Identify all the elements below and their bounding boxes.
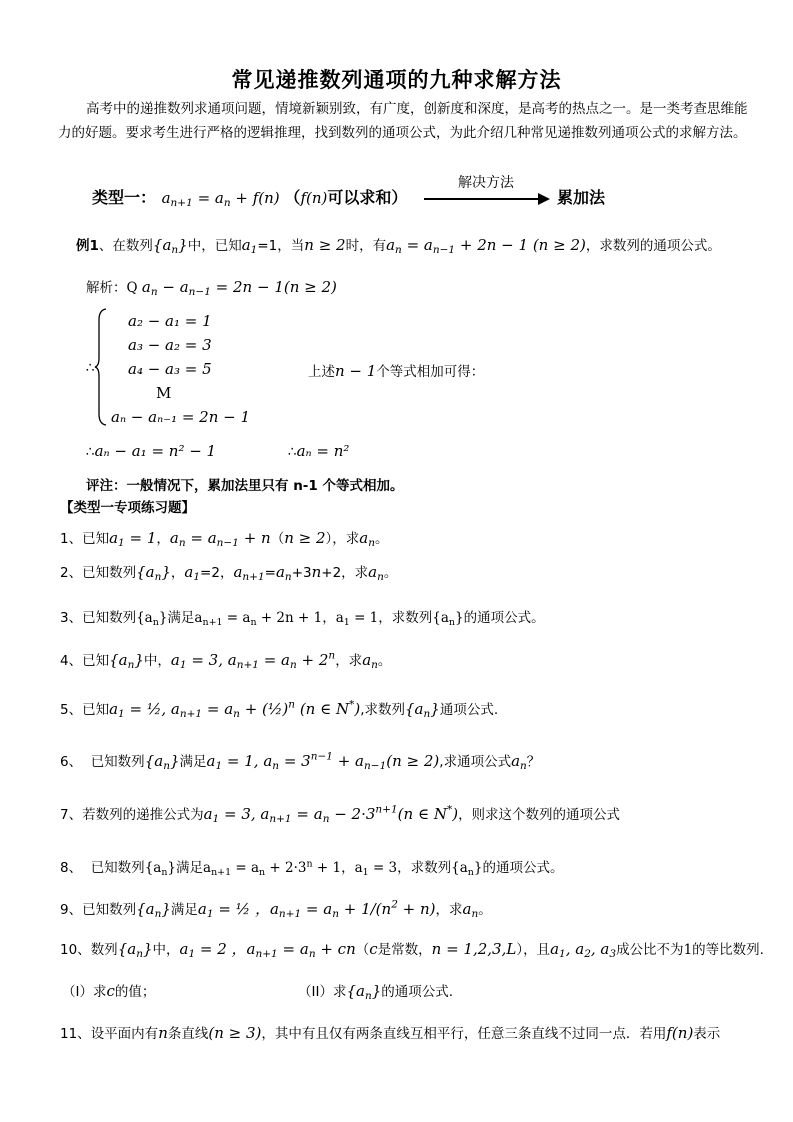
problem-5: 5、已知$a_1$ = ½, $a_{n+1} = a_n$ + (½)$^n$ (n ∈ N*),求数列$\{a_n\}$通项公式. — [60, 698, 499, 721]
problem-7: 7、若数列的递推公式为$a_1 = 3$, $a_{n+1} = a_n - 2\cdot 3^{n+1}(n$ ∈ N*)，则求这个数列的通项公式 — [60, 803, 621, 826]
problem-8: 8、 已知数列$\{a_n\}$满足$a_{n+1} = a_n + 2\cdot 3^n + 1$，$a_1 = 3$，求数列$\{a_n\}$的通项公式。 — [60, 858, 564, 878]
problem-2: 2、已知数列$\{a_n\}$，$a_1=2$，$a_{n+1}=a_n+3n+2$，求$a_n$。 — [60, 563, 398, 584]
eq-row-ellipsis: M — [156, 384, 172, 402]
arrow-label: 解决方法 — [458, 175, 514, 191]
page-title: 常见递推数列通项的九种求解方法 — [231, 68, 562, 92]
problem-9: 9、已知数列$\{a_n\}$满足$a_1$ = ½ ，$a_{n+1} = a_n + 1/(n^2 + n)$，求$a_n$。 — [60, 898, 492, 921]
problem-3: 3、已知数列$\{a_n\}$满足$a_{n+1} = a_n + 2n + 1$，$a_1 = 1$，求数列$\{a_n\}$的通项公式。 — [60, 610, 545, 628]
solution-first-line: 解析：Q $a_n - a_{n-1} = 2n - 1(n \ge 2)$ — [86, 278, 337, 299]
eq-row-n: aₙ − aₙ₋₁ = 2n − 1 — [111, 408, 251, 426]
example1: 例1、在数列$\{a_n\}$中，已知$a_1=1$，当n ≥ 2时，有$a_n = a_{n-1} + 2n - 1$ (n ≥ 2)，求数列的通项公式。 — [76, 236, 721, 257]
problem-11: 11、设平面内有n条直线(n ≥ 3)，其中有且仅有两条直线互相平行，任意三条直线不过同一点．若用f(n)表示 — [60, 1024, 721, 1042]
problem-1: 1、已知$a_1 = 1$，$a_n = a_{n-1} + n(n \ge 2)$，求$a_n$。 — [60, 529, 389, 550]
intro-paragraph: 高考中的递推数列求通项问题，情境新颖别致，有广度，创新度和深度，是高考的热点之一。是一类考查思维能力的好题。要求考生进行严格的逻辑推理，找到数列的通项公式，为此介绍几种常见递推数列通项公式的求解方法。 — [58, 101, 748, 141]
left-brace — [94, 308, 108, 426]
method-name: 累加法 — [557, 188, 606, 207]
eq-row-1: a₂ − a₁ = 1 — [128, 312, 212, 330]
eq-row-2: a₃ − a₂ = 3 — [128, 336, 212, 354]
problem-6: 6、 已知数列$\{a_n\}$满足$a_1 = 1$, $a_n = 3^{n-1} + a_{n-1}(n \ge 2)$,求通项公式$a_n$？ — [60, 750, 541, 773]
result-1: ∴aₙ − a₁ = n² − 1 — [86, 442, 217, 460]
method-arrow — [424, 172, 552, 212]
therefore-symbol: ∴ — [86, 360, 95, 376]
problem-4: 4、已知$\{a_n\}$中，$a_1 = 3$, $a_{n+1} = a_n + 2^n$，求$a_n$。 — [60, 649, 392, 672]
practice-header: 【类型一专项练习题】 — [60, 500, 195, 516]
type1-header: 类型一： $a_{n+1} = a_n + f(n)$ （f(n)可以求和） — [92, 188, 408, 210]
problem-10-part-1: （I）求c的值； — [62, 982, 156, 1000]
note: 评注：一般情况下，累加法里只有 n-1 个等式相加。 — [86, 478, 404, 494]
type1-label: 类型一： — [92, 188, 157, 207]
sum-note: 上述n − 1个等式相加可得： — [308, 362, 485, 380]
problem-10-part-2: （II）求$\{a_n\}$的通项公式. — [298, 982, 454, 1003]
problem-10: 10、数列$\{a_n\}$中，$a_1 = 2$ ，$a_{n+1} = a_n + cn(c$是常数，n = 1,2,3,L），且$a_1$, $a_2$, $a_3$成公比不为1的等比数列. — [60, 940, 764, 961]
type1-condition: 可以求和 — [327, 188, 392, 207]
eq-row-3: a₄ − a₃ = 5 — [128, 360, 212, 378]
result-2: ∴aₙ = n² — [288, 442, 350, 460]
